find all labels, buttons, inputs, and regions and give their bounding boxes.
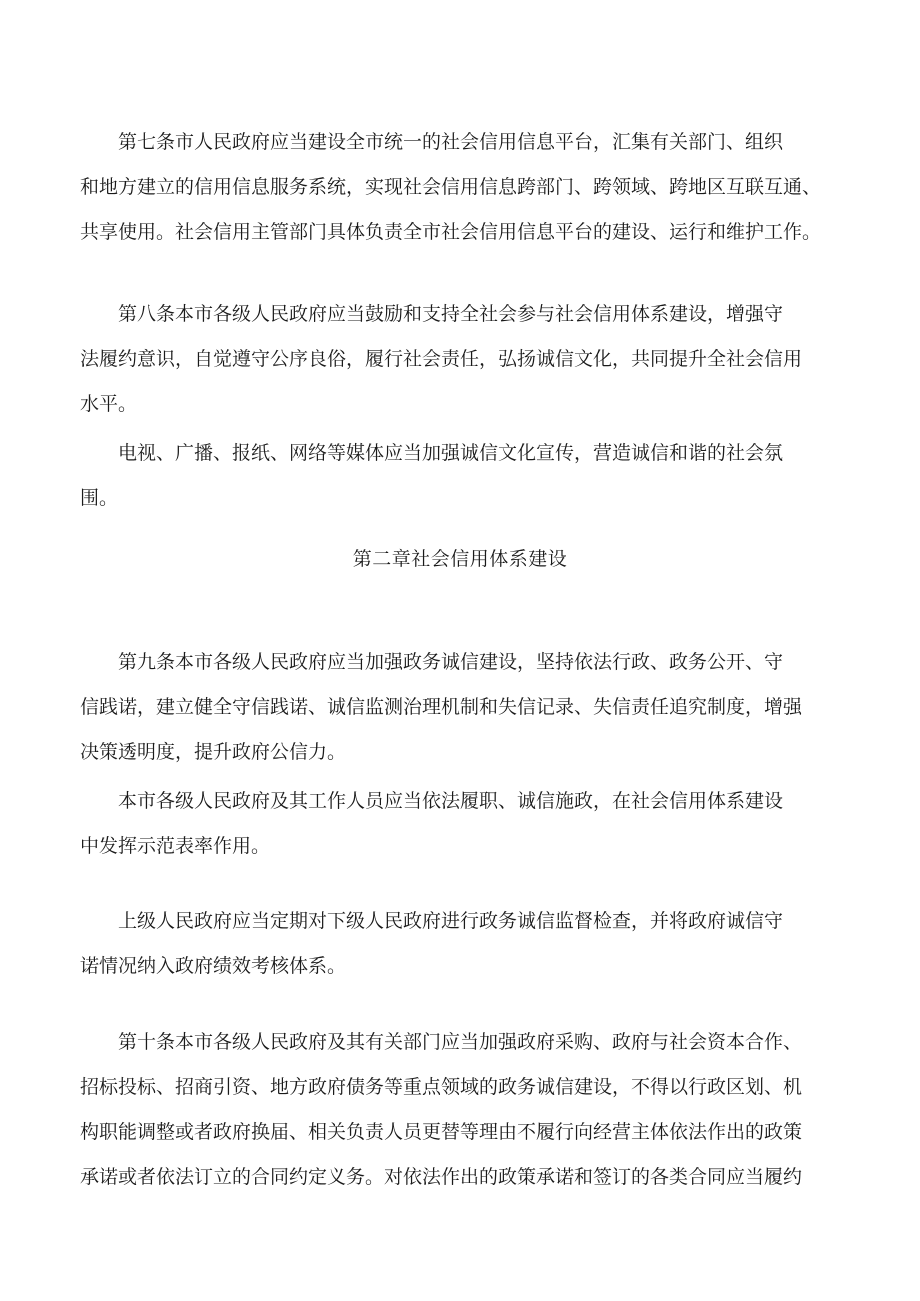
article-9-p2-line-2: 中发挥示范表率作用。 [80, 835, 271, 857]
article-8-line-1: 第八条本市各级人民政府应当鼓励和支持全社会参与社会信用体系建设，增强守 [118, 303, 784, 325]
article-9-line-2: 信践诺，建立健全守信践诺、诚信监测治理机制和失信记录、失信责任追究制度，增强 [80, 696, 803, 718]
article-10-line-3: 构职能调整或者政府换届、相关负责人员更替等理由不履行向经营主体依法作出的政策 [80, 1121, 803, 1143]
article-7-line-2: 和地方建立的信用信息服务系统，实现社会信用信息跨部门、跨领域、跨地区互联互通、 [80, 176, 822, 198]
article-10-line-1: 第十条本市各级人民政府及其有关部门应当加强政府采购、政府与社会资本合作、 [118, 1031, 803, 1053]
chapter-2-heading: 第二章社会信用体系建设 [352, 548, 568, 570]
article-10-line-4: 承诺或者依法订立的合同约定义务。对依法作出的政策承诺和签订的各类合同应当履约 [80, 1166, 803, 1188]
article-8-p2-line-1: 电视、广播、报纸、网络等媒体应当加强诚信文化宣传，营造诚信和谐的社会氛 [118, 442, 784, 464]
article-9-p3-line-2: 诺情况纳入政府绩效考核体系。 [80, 955, 347, 977]
article-9-line-3: 决策透明度，提升政府公信力。 [80, 741, 347, 763]
article-9-p3-line-1: 上级人民政府应当定期对下级人民政府进行政务诚信监督检查，并将政府诚信守 [118, 910, 784, 932]
article-9-p2-line-1: 本市各级人民政府及其工作人员应当依法履职、诚信施政，在社会信用体系建设 [118, 790, 784, 812]
article-10-line-2: 招标投标、招商引资、地方政府债务等重点领域的政务诚信建设，不得以行政区划、机 [80, 1076, 803, 1098]
article-7-line-3: 共享使用。社会信用主管部门具体负责全市社会信用信息平台的建设、运行和维护工作。 [80, 221, 822, 243]
article-8-line-2: 法履约意识，自觉遵守公序良俗，履行社会责任，弘扬诚信文化，共同提升全社会信用 [80, 348, 803, 370]
article-8-line-3: 水平。 [80, 393, 138, 415]
article-7-line-1: 第七条市人民政府应当建设全市统一的社会信用信息平台，汇集有关部门、组织 [118, 131, 784, 153]
article-8-p2-line-2: 围。 [80, 487, 119, 509]
article-9-line-1: 第九条本市各级人民政府应当加强政务诚信建设，坚持依法行政、政务公开、守 [118, 651, 784, 673]
